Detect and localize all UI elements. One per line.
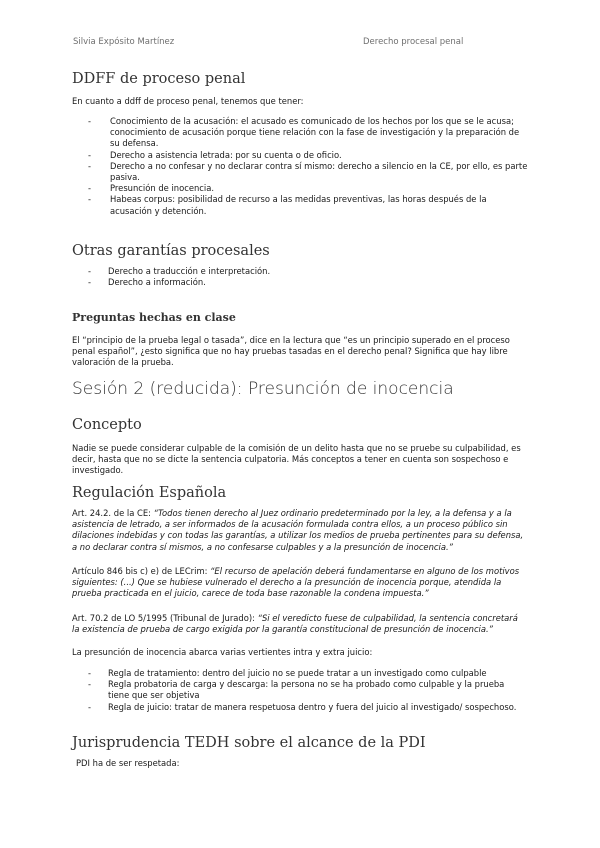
header-author: Silvia Expósito Martínez <box>73 37 175 47</box>
list-item: - Derecho a no confesar y no declarar contra sí mismo: derecho a silencio en la CE, por ello, es parte pasiva. <box>88 161 528 183</box>
heading-tedh: Jurisprudencia TEDH sobre el alcance de la PDI <box>72 735 426 751</box>
list-item: - Regla de tratamiento: dentro del juicio no se puede tratar a un investigado como culpable <box>88 668 528 679</box>
art-ref: Artículo 846 bis c) e) de LECrim: <box>72 566 211 576</box>
art-quote: “Todos tienen derecho al Juez ordinario predeterminado por la ley, a la defensa y a la asistencia de letrado, a ser informados de la acusación formulada contra ellos, a un proceso público sin dilaciones indebidas y con todas las garantías, a utilizar los medios de prueba pertinentes para su defensa, a no declarar contra sí mismos, a no confesarse culpables y a la presunción de inocencia.” <box>72 508 524 552</box>
otras-list <box>88 266 528 288</box>
list-item: - Regla probatoria de carga y descarga: la persona no se ha probado como culpable y la prueba tiene que ser objetiva <box>88 679 528 701</box>
art-846-bis <box>72 566 527 600</box>
heading-regulacion: Regulación Española <box>72 485 227 501</box>
art-ref: Art. 24.2. de la CE: <box>72 508 154 518</box>
session-title: Sesión 2 (reducida): Presunción de inocencia <box>72 379 454 399</box>
list-item: - Habeas corpus: posibilidad de recurso a las medidas preventivas, las horas después de la acusación y detención. <box>88 194 528 216</box>
ddff-list <box>88 116 528 217</box>
art-quote: “Si el veredicto fuese de culpabilidad, la sentencia concretará la existencia de prueba de cargo exigida por la garantía constitucional de presunción de inocencia.” <box>72 613 518 635</box>
header-subject: Derecho procesal penal <box>363 37 464 47</box>
art-24-2 <box>72 508 527 553</box>
preguntas-text: El “principio de la prueba legal o tasada”, dice en la lectura que “es un principio superado en el proceso penal español”, ¿esto significa que no hay pruebas tasadas en el derecho penal? Significa que hay libre valoración de la prueba. <box>72 335 510 368</box>
heading-concepto: Concepto <box>72 417 142 433</box>
vertientes-list <box>88 668 528 713</box>
art-ref: Art. 70.2 de LO 5/1995 (Tribunal de Jurado): <box>72 613 258 623</box>
list-item: - Conocimiento de la acusación: el acusado es comunicado de los hechos por los que se le acusa; conocimiento de acusación porque tiene relación con la fase de investigación y la preparación de su defensa. <box>88 116 528 150</box>
art-quote: “El recurso de apelación deberá fundamentarse en alguno de los motivos siguientes: (...) Que se hubiese vulnerado el derecho a la presunción de inocencia porque, atendida la prueba practicada en el juicio, carece de toda base razonable la condena impuesta.” <box>72 566 520 599</box>
concepto-text: Nadie se puede considerar culpable de la comisión de un delito hasta que no se pruebe su culpabilidad, es decir, hasta que no se dicte la sentencia culpatoria. Más conceptos a tener en cuenta son sospechoso e investigado. <box>72 443 521 476</box>
list-item: - Derecho a información. <box>88 277 528 288</box>
tedh-text: PDI ha de ser respetada: <box>76 758 180 768</box>
list-item: - Derecho a asistencia letrada: por su cuenta o de oficio. <box>88 150 528 161</box>
art-70-2 <box>72 613 527 635</box>
list-item: - Regla de juicio: tratar de manera respetuosa dentro y fuera del juicio al investigado/ sospechoso. <box>88 702 528 713</box>
vertientes-intro: La presunción de inocencia abarca varias vertientes intra y extra juicio: <box>72 647 373 657</box>
list-item: - Presunción de inocencia. <box>88 183 528 194</box>
heading-ddff: DDFF de proceso penal <box>72 71 246 87</box>
heading-preguntas: Preguntas hechas en clase <box>72 311 236 324</box>
ddff-intro: En cuanto a ddff de proceso penal, tenemos que tener: <box>72 96 304 106</box>
list-item: - Derecho a traducción e interpretación. <box>88 266 528 277</box>
heading-otras-garantias: Otras garantías procesales <box>72 243 270 259</box>
